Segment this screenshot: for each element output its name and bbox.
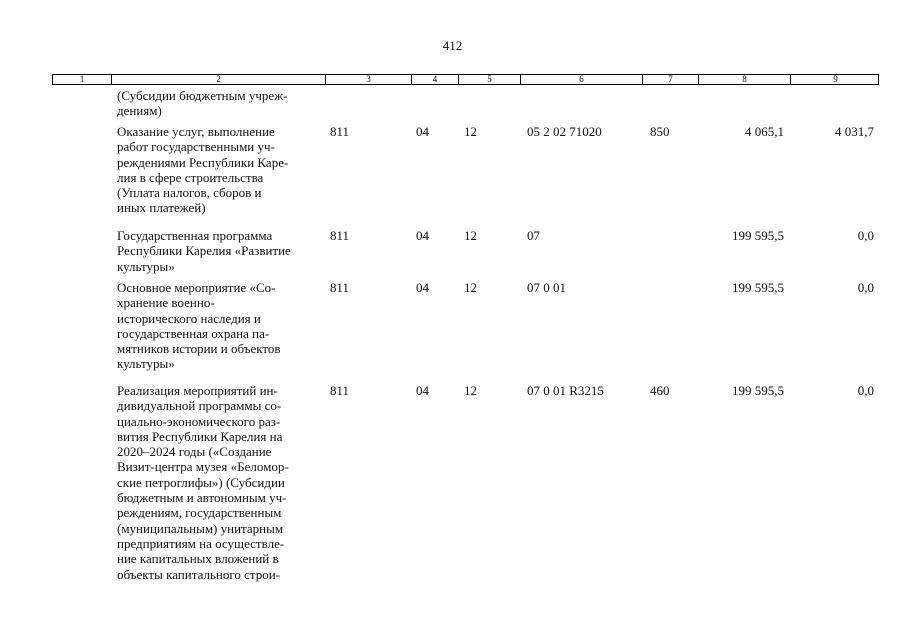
header-col-3: 3 xyxy=(326,75,412,84)
header-col-9: 9 xyxy=(833,74,838,84)
row-name: (Субсидии бюджетным учреж- дениям) xyxy=(117,88,288,119)
row-col-8: 199 595,5 xyxy=(732,280,784,295)
header-col-1: 1 xyxy=(53,75,112,84)
row-col-4: 04 xyxy=(416,280,429,295)
row-col-4: 04 xyxy=(416,383,429,398)
header-col-5: 5 xyxy=(459,75,521,84)
page-number: 412 xyxy=(442,38,463,53)
row-col-7: 850 xyxy=(650,124,670,139)
header-col-4: 4 xyxy=(412,75,459,84)
row-col-5: 12 xyxy=(464,124,477,139)
row-name: Государственная программа Республики Карелия «Развитие культуры» xyxy=(117,228,291,274)
row-col-9: 0,0 xyxy=(857,383,874,398)
row-col-3: 811 xyxy=(330,280,350,295)
header-col-2: 2 xyxy=(112,75,326,84)
row-col-8: 199 595,5 xyxy=(732,228,784,243)
row-col-6: 07 0 01 xyxy=(527,280,566,295)
row-col-8: 4 065,1 xyxy=(745,124,784,139)
row-col-3: 811 xyxy=(330,228,350,243)
row-col-5: 12 xyxy=(464,228,477,243)
row-col-6: 05 2 02 71020 xyxy=(527,124,602,139)
row-col-9: 4 031,7 xyxy=(835,124,874,139)
header-col-7: 7 xyxy=(643,75,699,84)
row-col-3: 811 xyxy=(330,124,350,139)
row-col-6: 07 xyxy=(527,228,540,243)
row-col-8: 199 595,5 xyxy=(732,383,784,398)
row-col-9: 0,0 xyxy=(857,280,874,295)
table-header-row xyxy=(52,74,879,85)
row-name: Основное мероприятие «Со- хранение военно- исторического наследия и государственная охрана па- мятников истории и объектов культуры» xyxy=(117,280,281,372)
row-col-4: 04 xyxy=(416,228,429,243)
row-col-3: 811 xyxy=(330,383,350,398)
row-col-5: 12 xyxy=(464,280,477,295)
header-col-6: 6 xyxy=(521,75,643,84)
row-col-7: 460 xyxy=(650,383,670,398)
row-name: Оказание услуг, выполнение работ государственными уч- реждениями Республики Каре- лия в сфере строительства (Уплата налогов, сборов и иных платежей) xyxy=(117,124,289,216)
row-col-6: 07 0 01 R3215 xyxy=(527,383,604,398)
row-col-4: 04 xyxy=(416,124,429,139)
row-col-5: 12 xyxy=(464,383,477,398)
header-col-8: 8 xyxy=(699,75,791,84)
row-name: Реализация мероприятий ин- дивидуальной программы со- циально-экономического раз- вития Республики Карелия на 2020–2024 годы («Создание Визит-центра музея «Беломор- ские петроглифы») (Субсидии бюджетным и автономным уч- реждениям, государственным (муниципальным) унитарным предприятиям на осуществле- ние капитальных вложений в объекты капитального строи- xyxy=(117,383,289,582)
row-col-9: 0,0 xyxy=(857,228,874,243)
